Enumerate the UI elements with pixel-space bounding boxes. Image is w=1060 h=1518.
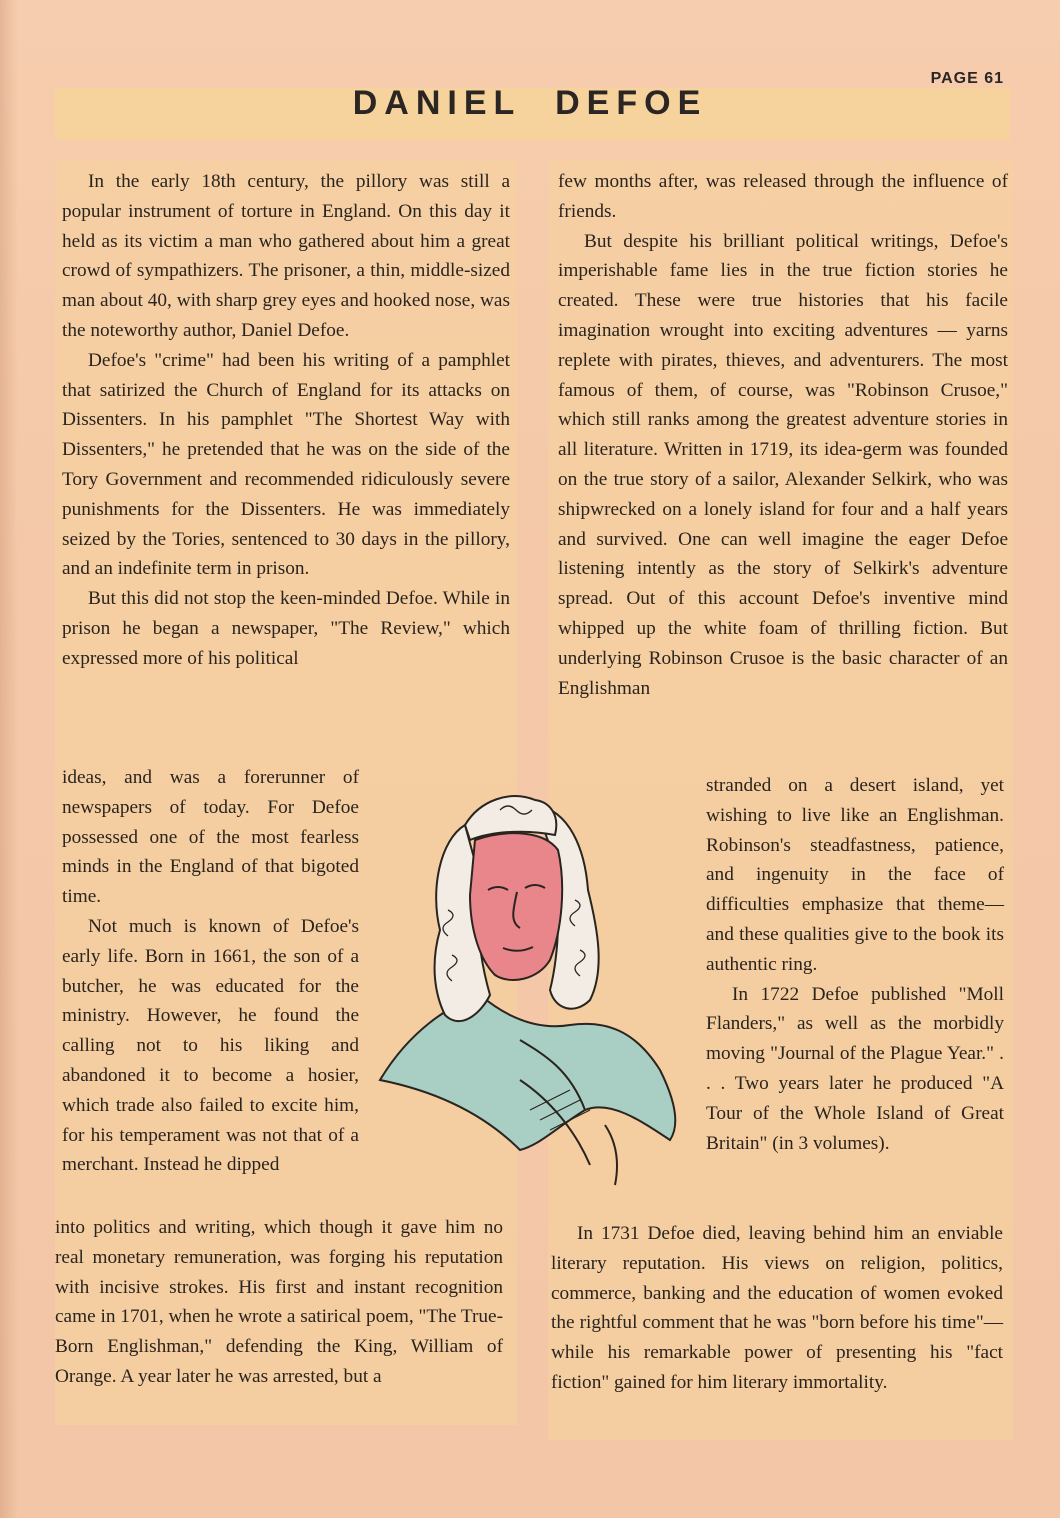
paragraph: In 1731 Defoe died, leaving behind him an enviable literary reputation. His views on religion, politics, commerce, banking and the education of women evoked the rightful comment that he was "born before his time"—while his remarkable power of presenting his "fact fiction" gained for him literary immortality. bbox=[551, 1223, 1003, 1393]
article-column-right-bottom bbox=[551, 1219, 1003, 1398]
paragraph: stranded on a desert island, yet wishing to live like an Englishman. Robinson's steadfastness, patience, and ingenuity in the face of difficulties emphasize that theme—and these qualities give to the book its authentic ring. bbox=[706, 775, 1004, 975]
article-column-right-top bbox=[558, 167, 1008, 703]
paragraph: few months after, was released through the influence of friends. bbox=[558, 171, 1008, 222]
article-title: DANIEL DEFOE bbox=[352, 84, 708, 122]
article-column-left-bottom bbox=[55, 1213, 503, 1392]
portrait-coat bbox=[380, 995, 675, 1150]
defoe-portrait-illustration bbox=[370, 780, 700, 1200]
article-column-left-top bbox=[62, 167, 510, 674]
paragraph: In the early 18th century, the pillory was still a popular instrument of torture in England. On this day it held as its victim a man who gathered about him a great crowd of sympathizers. The prisoner, a thin, middle-sized man about 40, with sharp grey eyes and hooked nose, was the noteworthy author, Daniel Defoe. bbox=[62, 171, 510, 341]
paragraph: In 1722 Defoe published "Moll Flanders," as well as the morbidly moving "Journal of the Plague Year." . . . Two years later he produced "A Tour of the Whole Island of Great Britain" (in 3 volumes). bbox=[706, 983, 1004, 1154]
paragraph: Defoe's "crime" had been his writing of a pamphlet that satirized the Church of England for its attacks on Dissenters. In his pamphlet "The Shortest Way with Dissenters," he pretended that he was on the side of the Tory Government and recommended ridiculously severe punishments for the Dissenters. He was immediately seized by the Tories, sentenced to 30 days in the pillory, and an indefinite term in prison. bbox=[62, 349, 510, 580]
paragraph: ideas, and was a forerunner of newspapers of today. For Defoe possessed one of the most fearless minds in the England of that bigoted time. bbox=[62, 767, 359, 908]
paragraph: But this did not stop the keen-minded Defoe. While in prison he began a newspaper, "The Review," which expressed more of his political bbox=[62, 588, 510, 669]
article-column-left-narrow bbox=[62, 763, 359, 1180]
page-number: PAGE 61 bbox=[930, 70, 1004, 87]
article-column-right-narrow bbox=[706, 771, 1004, 1158]
paragraph: But despite his brilliant political writings, Defoe's imperishable fame lies in the true fiction stories he created. These were true histories that his facile imagination wrought into exciting adventures — yarns replete with pirates, thieves, and adventurers. The most famous of them, of course, was "Robinson Crusoe," which still ranks among the greatest adventure stories in all literature. Written in 1719, its idea-germ was founded on the true story of a sailor, Alexander Selkirk, who was shipwrecked on a lonely island for four and a half years and survived. One can well imagine the eager Defoe listening intently as the story of Selkirk's adventure spread. Out of this account Defoe's inventive mind whipped up the white foam of thrilling fiction. But underlying Robinson Crusoe is the basic character of an Englishman bbox=[558, 230, 1008, 699]
paragraph: Not much is known of Defoe's early life. Born in 1661, the son of a butcher, he was educated for the ministry. However, he found the calling not to his liking and abandoned it to become a hosier, which trade also failed to excite him, for his temperament was not that of a merchant. Instead he dipped bbox=[62, 915, 359, 1176]
portrait-face bbox=[470, 833, 562, 980]
paragraph: into politics and writing, which though it gave him no real monetary remuneration, was forging his reputation with incisive strokes. His first and instant recognition came in 1701, when he wrote a satirical poem, "The True-Born Englishman," defending the King, William of Orange. A year later he was arrested, but a bbox=[55, 1217, 503, 1387]
